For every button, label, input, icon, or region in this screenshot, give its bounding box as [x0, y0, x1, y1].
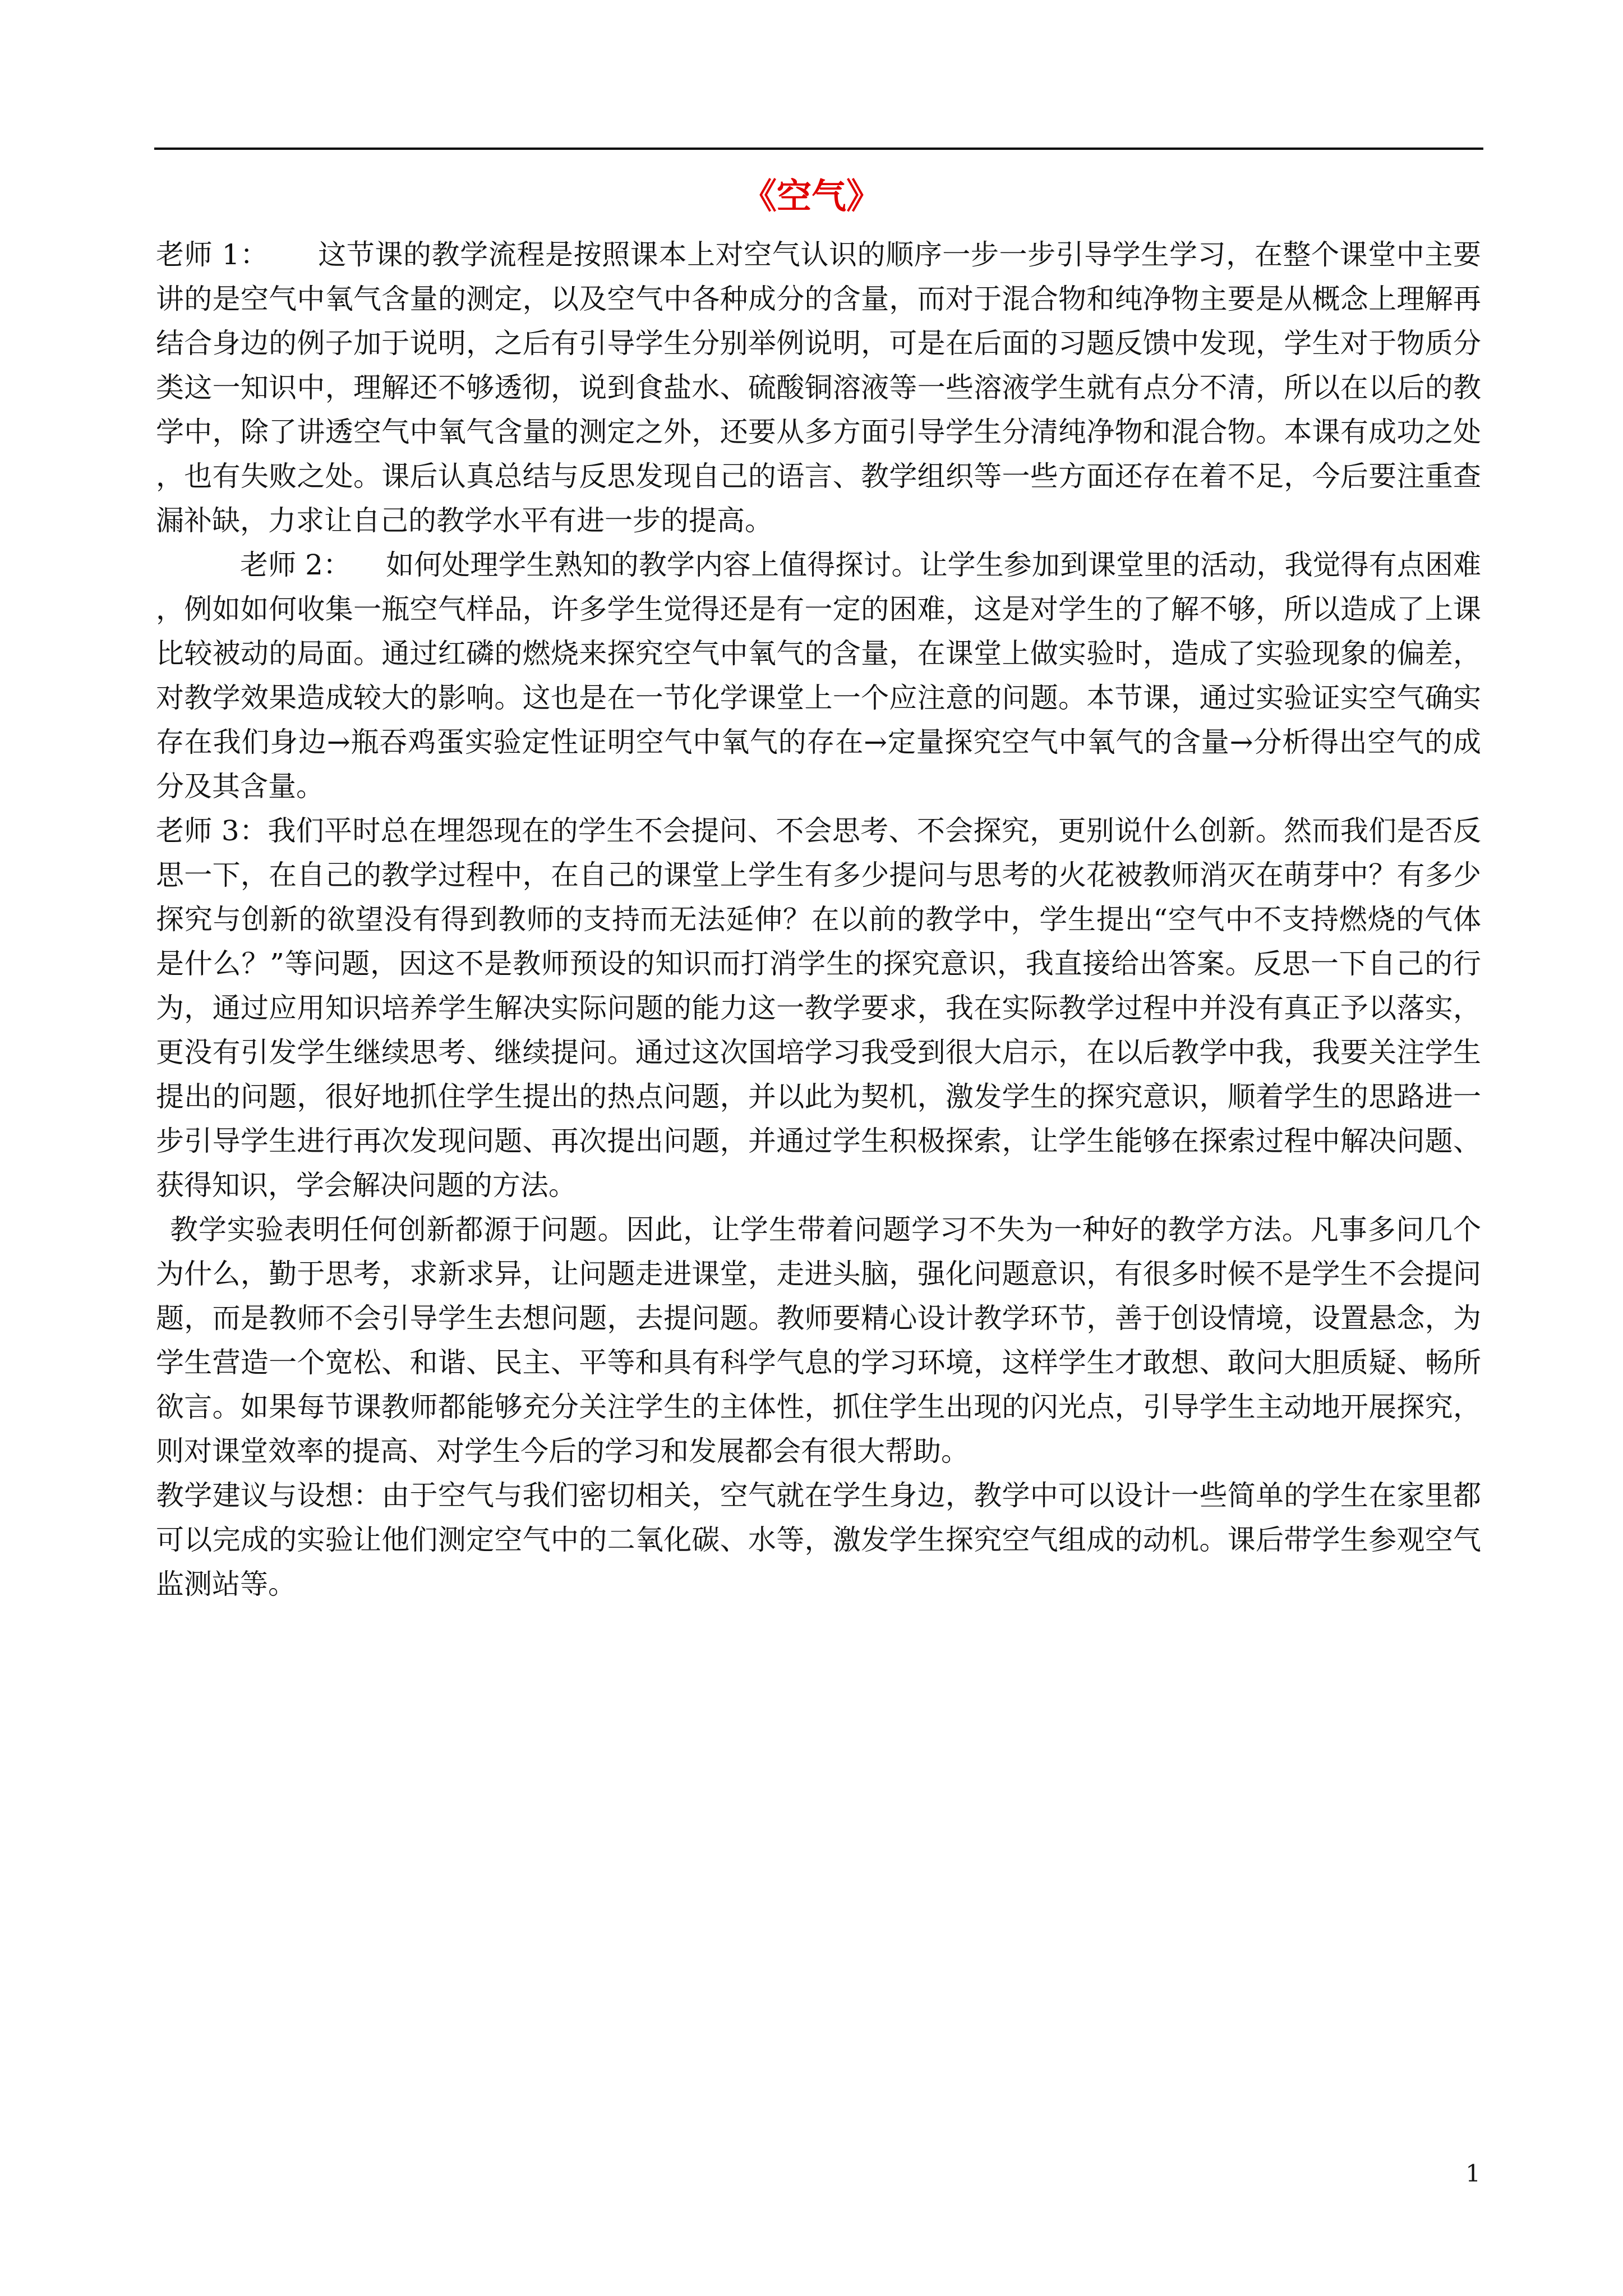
document-title: 《空气》 [741, 176, 881, 217]
paragraph-teacher-3 [156, 809, 1481, 1208]
paragraph-teacher-1 [156, 233, 1481, 543]
speaker-label: 老师 3： [156, 815, 268, 847]
speaker-label: 老师 1： [156, 238, 269, 271]
speaker-label: 老师 2： [240, 549, 352, 581]
paragraph-text: 我们平时总在埋怨现在的学生不会提问、不会思考、不会探究，更别说什么创新。然而我们是否反思一下，在自己的教学过程中，在自己的课堂上学生有多少提问与思考的火花被教师消灭在萌芽中？有多少探究与创新的欲望没有得到教师的支持而无法延伸？在以前的教学中，学生提出“空气中不支持燃烧的气体是什么？”等问题，因这不是教师预设的知识而打消学生的探究意识，我直接给出答案。反思一下自己的行为，通过应用知识培养学生解决实际问题的能力这一教学要求，我在实际教学过程中并没有真正予以落实，更没有引发学生继续思考、继续提问。通过这次国培学习我受到很大启示，在以后教学中我，我要关注学生提出的问题，很好地抓住学生提出的热点问题，并以此为契机，激发学生的探究意识，顺着学生的思路进一步引导学生进行再次发现问题、再次提出问题，并通过学生积极探索，让学生能够在探索过程中解决问题、获得知识，学会解决问题的方法。 [156, 815, 1481, 1202]
paragraph-text: 教学实验表明任何创新都源于问题。因此，让学生带着问题学习不失为一种好的教学方法。凡事多问几个为什么，勤于思考，求新求异，让问题走进课堂，走进头脑，强化问题意识，有很多时候不是学生不会提问题，而是教师不会引导学生去想问题，去提问题。教师要精心设计教学环节，善于创设情境，设置悬念，为学生营造一个宽松、和谐、民主、平等和具有科学气息的学习环境，这样学生才敢想、敢问大胆质疑、畅所欲言。如果每节课教师都能够充分关注学生的主体性，抓住学生出现的闪光点，引导学生主动地开展探究，则对课堂效率的提高、对学生今后的学习和发展都会有很大帮助。 [156, 1213, 1481, 1467]
document-body [156, 233, 1481, 1607]
paragraph-text: 教学建议与设想：由于空气与我们密切相关，空气就在学生身边，教学中可以设计一些简单的学生在家里都可以完成的实验让他们测定空气中的二氧化碳、水等，激发学生探究空气组成的动机。课后带学生参观空气监测站等。 [156, 1479, 1481, 1600]
paragraph-text: 这节课的教学流程是按照课本上对空气认识的顺序一步一步引导学生学习，在整个课堂中主要讲的是空气中氧气含量的测定，以及空气中各种成分的含量，而对于混合物和纯净物主要是从概念上理解再结合身边的例子加于说明，之后有引导学生分别举例说明，可是在后面的习题反馈中发现，学生对于物质分类这一知识中，理解还不够透彻，说到食盐水、硫酸铜溶液等一些溶液学生就有点分不清，所以在以后的教学中，除了讲透空气中氧气含量的测定之外，还要从多方面引导学生分清纯净物和混合物。本课有成功之处，也有失败之处。课后认真总结与反思发现自己的语言、教学组织等一些方面还存在着不足，今后要注重查漏补缺，力求让自己的教学水平有进一步的提高。 [156, 238, 1481, 537]
header-rule [154, 148, 1483, 150]
paragraph-text: 如何处理学生熟知的教学内容上值得探讨。让学生参加到课堂里的活动，我觉得有点困难，例如如何收集一瓶空气样品，许多学生觉得还是有一定的困难，这是对学生的了解不够，所以造成了上课比较被动的局面。通过红磷的燃烧来探究空气中氧气的含量，在课堂上做实验时，造成了实验现象的偏差，对教学效果造成较大的影响。这也是在一节化学课堂上一个应注意的问题。本节课，通过实验证实空气确实存在我们身边→瓶吞鸡蛋实验定性证明空气中氧气的存在→定量探究空气中氧气的含量→分析得出空气的成分及其含量。 [156, 549, 1481, 803]
paragraph-teacher-2 [156, 543, 1481, 809]
page-number: 1 [1465, 2160, 1481, 2187]
paragraph-suggestions [156, 1474, 1481, 1607]
paragraph-reflection [156, 1208, 1481, 1474]
